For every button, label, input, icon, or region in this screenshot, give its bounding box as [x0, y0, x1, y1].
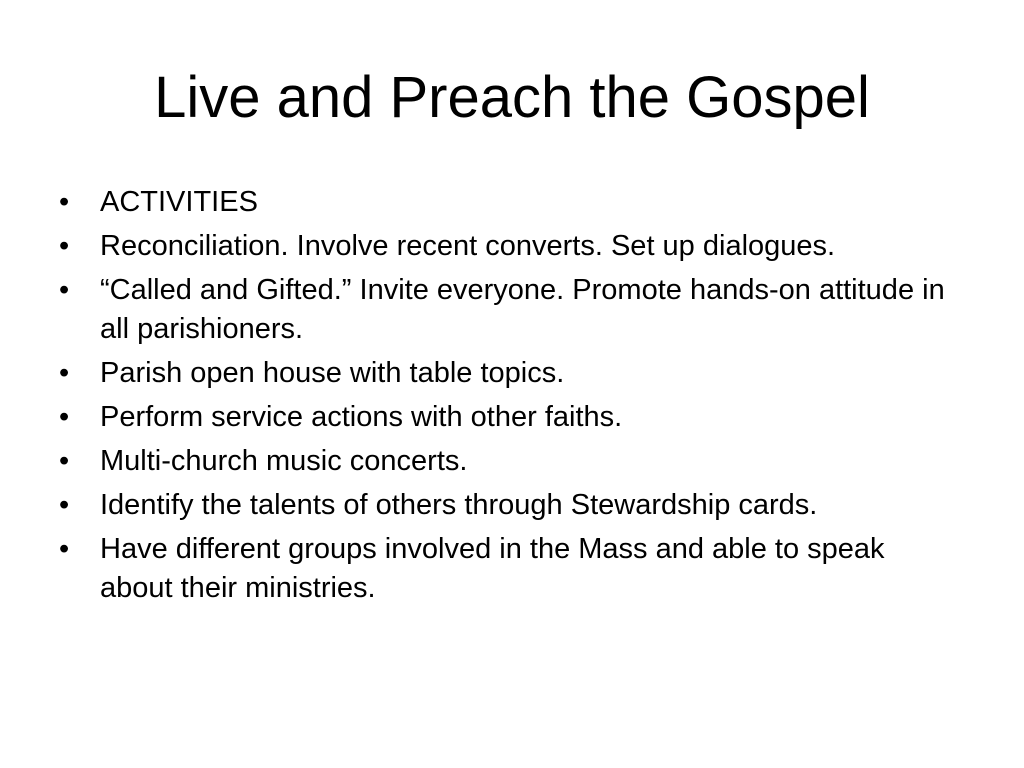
bullet-text: Parish open house with table topics. — [100, 357, 565, 389]
bullet-icon: • — [59, 445, 70, 477]
list-item — [59, 271, 959, 349]
bullet-list — [59, 183, 959, 613]
bullet-text: Identify the talents of others through Stewardship cards. — [100, 489, 818, 521]
bullet-icon: • — [59, 357, 70, 389]
list-item — [59, 398, 959, 437]
bullet-text: Have different groups involved in the Mass and able to speak about their ministries. — [100, 533, 885, 604]
list-item — [59, 486, 959, 525]
bullet-icon: • — [59, 230, 70, 262]
bullet-text: Perform service actions with other faiths. — [100, 401, 623, 433]
bullet-icon: • — [59, 533, 70, 565]
bullet-icon: • — [59, 401, 70, 433]
bullet-text: Reconciliation. Involve recent converts. Set up dialogues. — [100, 230, 836, 262]
bullet-text: “Called and Gifted.” Invite everyone. Promote hands-on attitude in all parishioners. — [100, 274, 945, 345]
list-item — [59, 183, 959, 222]
bullet-text: Multi-church music concerts. — [100, 445, 468, 477]
bullet-icon: • — [59, 186, 70, 218]
list-item — [59, 442, 959, 481]
list-item — [59, 354, 959, 393]
list-item — [59, 530, 959, 608]
list-item — [59, 227, 959, 266]
bullet-text: ACTIVITIES — [100, 186, 258, 218]
slide-title: Live and Preach the Gospel — [154, 65, 870, 130]
bullet-icon: • — [59, 489, 70, 521]
bullet-icon: • — [59, 274, 70, 306]
